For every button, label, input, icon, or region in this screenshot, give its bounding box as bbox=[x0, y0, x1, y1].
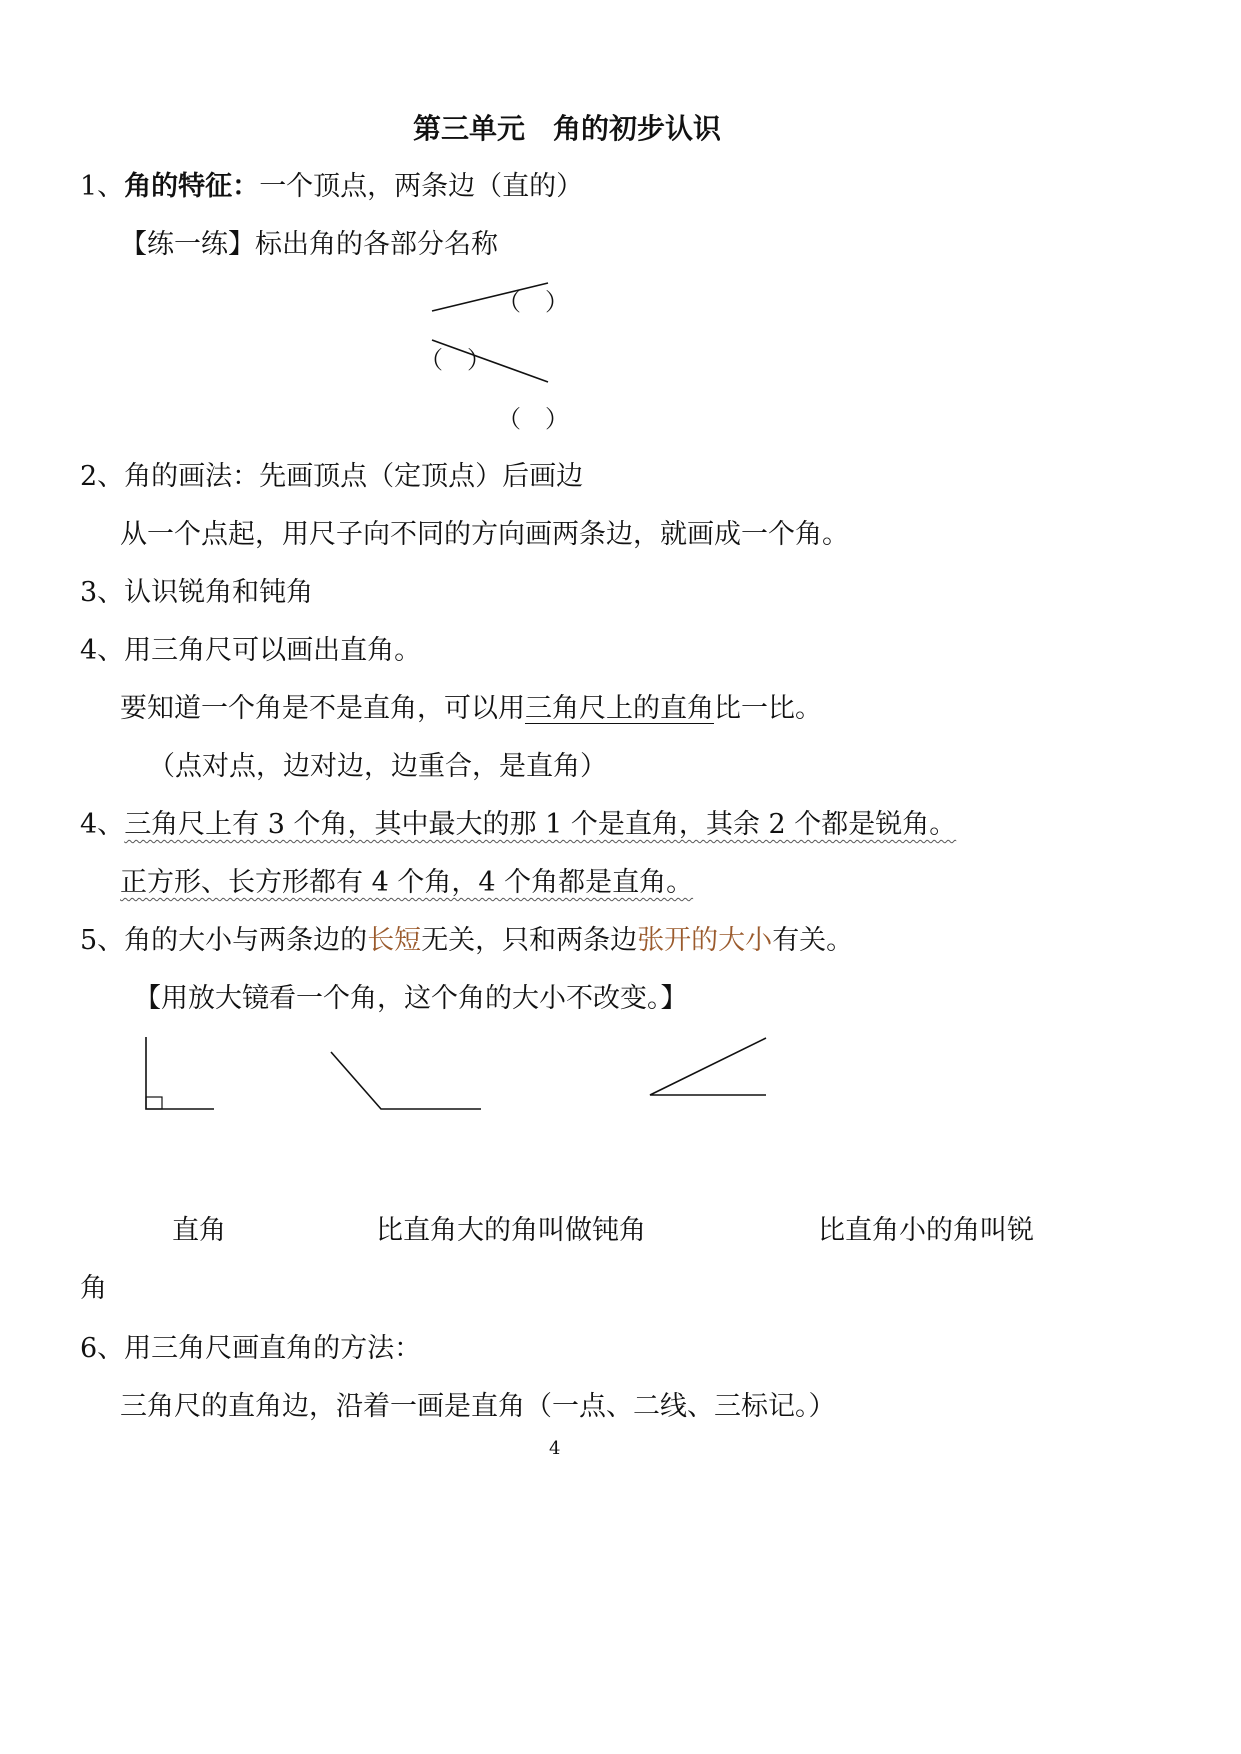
acute-angle-figure bbox=[650, 1038, 766, 1095]
caption-right-angle: 直角 bbox=[172, 1215, 226, 1246]
caption-acute-angle-wrap: 角 bbox=[80, 1273, 107, 1304]
section-2-heading: 2、角的画法：先画顶点（定顶点）后画边 bbox=[80, 461, 584, 492]
blank-side-bottom: （ ） bbox=[497, 405, 569, 433]
section-5-mid: 无关，只和两条边 bbox=[421, 925, 638, 956]
section-6-heading: 6、用三角尺画直角的方法： bbox=[80, 1333, 422, 1364]
section-5-pre: 5、角的大小与两条边的 bbox=[80, 925, 368, 956]
section-1-number: 1、 bbox=[80, 171, 125, 202]
section-3-heading: 3、认识锐角和钝角 bbox=[80, 577, 314, 608]
section-4-text bbox=[120, 692, 822, 726]
section-4-note: （点对点，边对边，边重合，是直角） bbox=[148, 751, 607, 782]
section-4-heading: 4、用三角尺可以画出直角。 bbox=[80, 635, 422, 666]
section-6-text: 三角尺的直角边，沿着一画是直角（一点、二线、三标记。） bbox=[120, 1391, 836, 1422]
section-2-text: 从一个点起，用尺子向不同的方向画两条边，就画成一个角。 bbox=[120, 519, 849, 550]
right-angle-figure bbox=[146, 1037, 214, 1109]
section-5-highlight-2: 张开的大小 bbox=[637, 925, 773, 956]
blank-side-top: （ ） bbox=[497, 288, 569, 316]
section-4-text-pre: 要知道一个角是不是直角，可以用 bbox=[120, 693, 525, 724]
section-4b-number: 4、 bbox=[80, 809, 125, 840]
section-4-text-post: 比一比。 bbox=[714, 693, 822, 724]
page-number: 4 bbox=[549, 1438, 561, 1459]
section-4b-line2: 正方形、长方形都有 4 个角，4 个角都是直角。 bbox=[120, 867, 694, 898]
section-4b-line1: 三角尺上有 3 个角，其中最大的那 1 个是直角，其余 2 个都是锐角。 bbox=[124, 809, 957, 840]
section-5-highlight-1: 长短 bbox=[367, 925, 422, 956]
section-5-heading bbox=[80, 924, 853, 958]
section-4-underlined: 三角尺上的直角 bbox=[525, 693, 714, 724]
right-angle-marker bbox=[146, 1097, 162, 1109]
caption-obtuse-angle: 比直角大的角叫做钝角 bbox=[376, 1215, 646, 1246]
practice-prompt: 【练一练】标出角的各部分名称 bbox=[120, 229, 498, 260]
section-1-text: 一个顶点，两条边（直的） bbox=[259, 171, 584, 202]
section-5-post: 有关。 bbox=[772, 925, 854, 956]
obtuse-angle-figure bbox=[331, 1052, 481, 1109]
blank-vertex: （ ） bbox=[419, 346, 491, 374]
page-title: 第三单元 角的初步认识 bbox=[413, 112, 722, 145]
section-1-heading: 角的特征： bbox=[124, 171, 260, 202]
section-5-note: 【用放大镜看一个角，这个角的大小不改变。】 bbox=[134, 983, 688, 1014]
caption-acute-angle: 比直角小的角叫锐 bbox=[818, 1215, 1034, 1246]
section-4b bbox=[80, 808, 956, 842]
